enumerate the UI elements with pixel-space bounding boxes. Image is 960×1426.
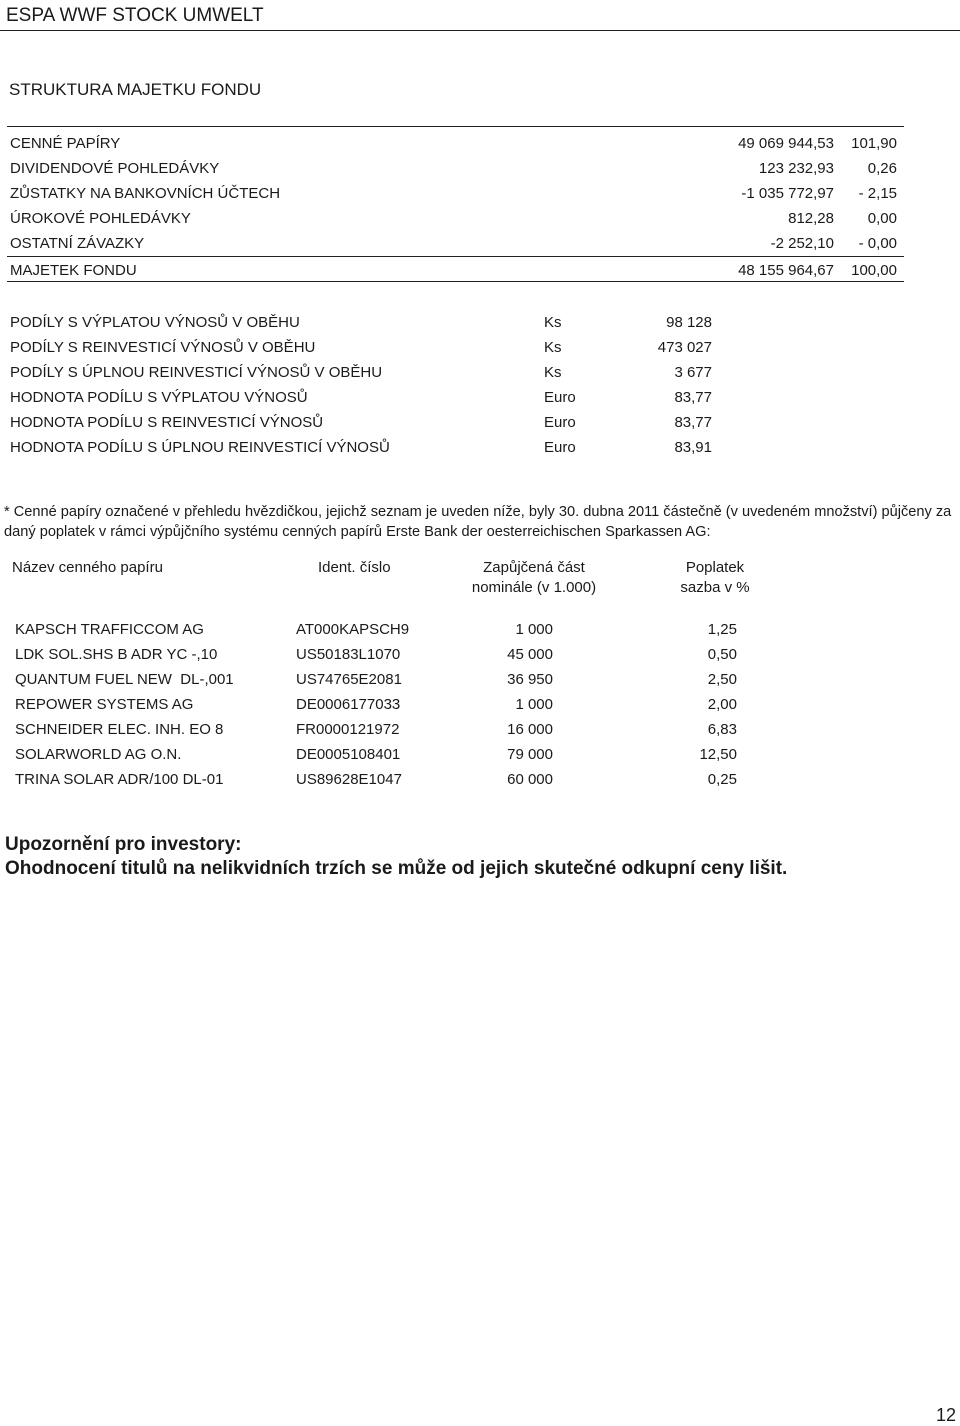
security-name: TRINA SOLAR ADR/100 DL-01: [15, 771, 224, 788]
table-row: [0, 696, 960, 718]
asset-total-percent: 100,00: [851, 262, 897, 279]
security-name: SOLARWORLD AG O.N.: [15, 746, 182, 763]
security-fee-rate: 12,50: [699, 746, 737, 763]
security-ident: US89628E1047: [296, 771, 402, 788]
table-row: [0, 646, 960, 668]
asset-row: [0, 160, 960, 182]
security-name: QUANTUM FUEL NEW DL-,001: [15, 671, 234, 688]
share-unit: Euro: [544, 439, 576, 456]
asset-total-amount: 48 155 964,67: [738, 262, 834, 279]
share-value: 98 128: [666, 314, 712, 331]
share-value: 3 677: [674, 364, 712, 381]
security-nominal: 36 950: [507, 671, 553, 688]
investor-warning-text: Ohodnocení titulů na nelikvidních trzích se může od jejich skutečné odkupní ceny lišit.: [5, 858, 788, 879]
security-name: SCHNEIDER ELEC. INH. EO 8: [15, 721, 224, 738]
asset-row: [0, 185, 960, 207]
asset-amount: -2 252,10: [770, 235, 834, 252]
share-value: 473 027: [657, 339, 712, 356]
security-ident: FR0000121972: [296, 721, 400, 738]
share-label: HODNOTA PODÍLU S VÝPLATOU VÝNOSŮ: [10, 389, 308, 406]
share-row: [0, 364, 960, 386]
securities-lending-footnote: * Cenné papíry označené v přehledu hvězdičkou, jejichž seznam je uveden níže, byly 30. dubna 2011 částečně (v uvedeném množství) půjčeny za daný poplatek v rámci výpůjčního systému cenných papírů Erste Bank der oesterreichischen Sparkassen AG:: [4, 504, 952, 540]
security-nominal: 45 000: [507, 646, 553, 663]
security-fee-rate: 2,50: [707, 671, 737, 688]
share-label: PODÍLY S VÝPLATOU VÝNOSŮ V OBĚHU: [10, 314, 300, 331]
security-ident: US74765E2081: [296, 671, 402, 688]
asset-row: [0, 235, 960, 257]
column-header-fee-line1: Poplatek: [685, 559, 745, 576]
column-header-nominal: [459, 558, 609, 598]
share-unit: Ks: [544, 364, 562, 381]
share-label: HODNOTA PODÍLU S ÚPLNOU REINVESTICÍ VÝNOSŮ: [10, 439, 390, 456]
security-fee-rate: 2,00: [707, 696, 737, 713]
page-number: 12: [935, 1405, 956, 1425]
security-fee-rate: 6,83: [707, 721, 737, 738]
share-label: PODÍLY S REINVESTICÍ VÝNOSŮ V OBĚHU: [10, 339, 316, 356]
security-nominal: 79 000: [507, 746, 553, 763]
asset-percent: 0,26: [867, 160, 897, 177]
section-title: STRUKTURA MAJETKU FONDU: [9, 80, 262, 99]
table-row: [0, 671, 960, 693]
security-fee-rate: 0,25: [707, 771, 737, 788]
security-name: LDK SOL.SHS B ADR YC -,10: [15, 646, 218, 663]
security-ident: US50183L1070: [296, 646, 401, 663]
asset-percent: 0,00: [867, 210, 897, 227]
asset-label: CENNÉ PAPÍRY: [10, 135, 121, 152]
security-nominal: 1 000: [515, 696, 553, 713]
asset-label: OSTATNÍ ZÁVAZKY: [10, 235, 145, 252]
asset-total-label: MAJETEK FONDU: [10, 262, 137, 279]
share-unit: Ks: [544, 339, 562, 356]
share-value: 83,91: [674, 439, 712, 456]
share-label: HODNOTA PODÍLU S REINVESTICÍ VÝNOSŮ: [10, 414, 324, 431]
assets-top-rule: [7, 126, 904, 127]
share-row: [0, 414, 960, 436]
share-row: [0, 389, 960, 411]
security-ident: DE0005108401: [296, 746, 401, 763]
asset-row: [0, 135, 960, 157]
share-row: [0, 439, 960, 461]
security-fee-rate: 1,25: [707, 621, 737, 638]
asset-percent: - 0,00: [858, 235, 897, 252]
column-header-fee-line2: sazba v %: [680, 579, 750, 596]
security-name: KAPSCH TRAFFICCOM AG: [15, 621, 204, 638]
share-row: [0, 314, 960, 336]
security-name: REPOWER SYSTEMS AG: [15, 696, 194, 713]
table-row: [0, 746, 960, 768]
security-ident: AT000KAPSCH9: [296, 621, 410, 638]
assets-total-top-rule: [7, 256, 904, 257]
asset-percent: - 2,15: [858, 185, 897, 202]
asset-amount: 812,28: [788, 210, 834, 227]
share-value: 83,77: [674, 389, 712, 406]
asset-label: DIVIDENDOVÉ POHLEDÁVKY: [10, 160, 220, 177]
column-header-fee: [660, 558, 770, 598]
table-row: [0, 721, 960, 743]
security-nominal: 60 000: [507, 771, 553, 788]
security-nominal: 16 000: [507, 721, 553, 738]
asset-row: [0, 210, 960, 232]
header-rule: [0, 30, 960, 31]
investor-warning-title: Upozornění pro investory:: [5, 834, 242, 855]
column-header-name: Název cenného papíru: [12, 559, 163, 576]
column-header-nominal-line2: nominále (v 1.000): [471, 579, 597, 596]
table-row: [0, 621, 960, 643]
column-header-ident: Ident. číslo: [318, 559, 391, 576]
share-row: [0, 339, 960, 361]
asset-percent: 101,90: [851, 135, 897, 152]
table-row: [0, 771, 960, 793]
column-header-nominal-line1: Zapůjčená část: [483, 559, 585, 576]
asset-label: ZŮSTATKY NA BANKOVNÍCH ÚČTECH: [10, 185, 281, 202]
asset-label: ÚROKOVÉ POHLEDÁVKY: [10, 210, 191, 227]
share-unit: Ks: [544, 314, 562, 331]
share-value: 83,77: [674, 414, 712, 431]
security-fee-rate: 0,50: [707, 646, 737, 663]
asset-amount: 49 069 944,53: [738, 135, 834, 152]
asset-amount: -1 035 772,97: [741, 185, 834, 202]
assets-bottom-rule: [7, 281, 904, 282]
share-label: PODÍLY S ÚPLNOU REINVESTICÍ VÝNOSŮ V OBĚHU: [10, 364, 383, 381]
security-nominal: 1 000: [515, 621, 553, 638]
security-ident: DE0006177033: [296, 696, 401, 713]
share-unit: Euro: [544, 389, 576, 406]
document-title: ESPA WWF STOCK UMWELT: [6, 5, 264, 26]
share-unit: Euro: [544, 414, 576, 431]
asset-amount: 123 232,93: [758, 160, 834, 177]
